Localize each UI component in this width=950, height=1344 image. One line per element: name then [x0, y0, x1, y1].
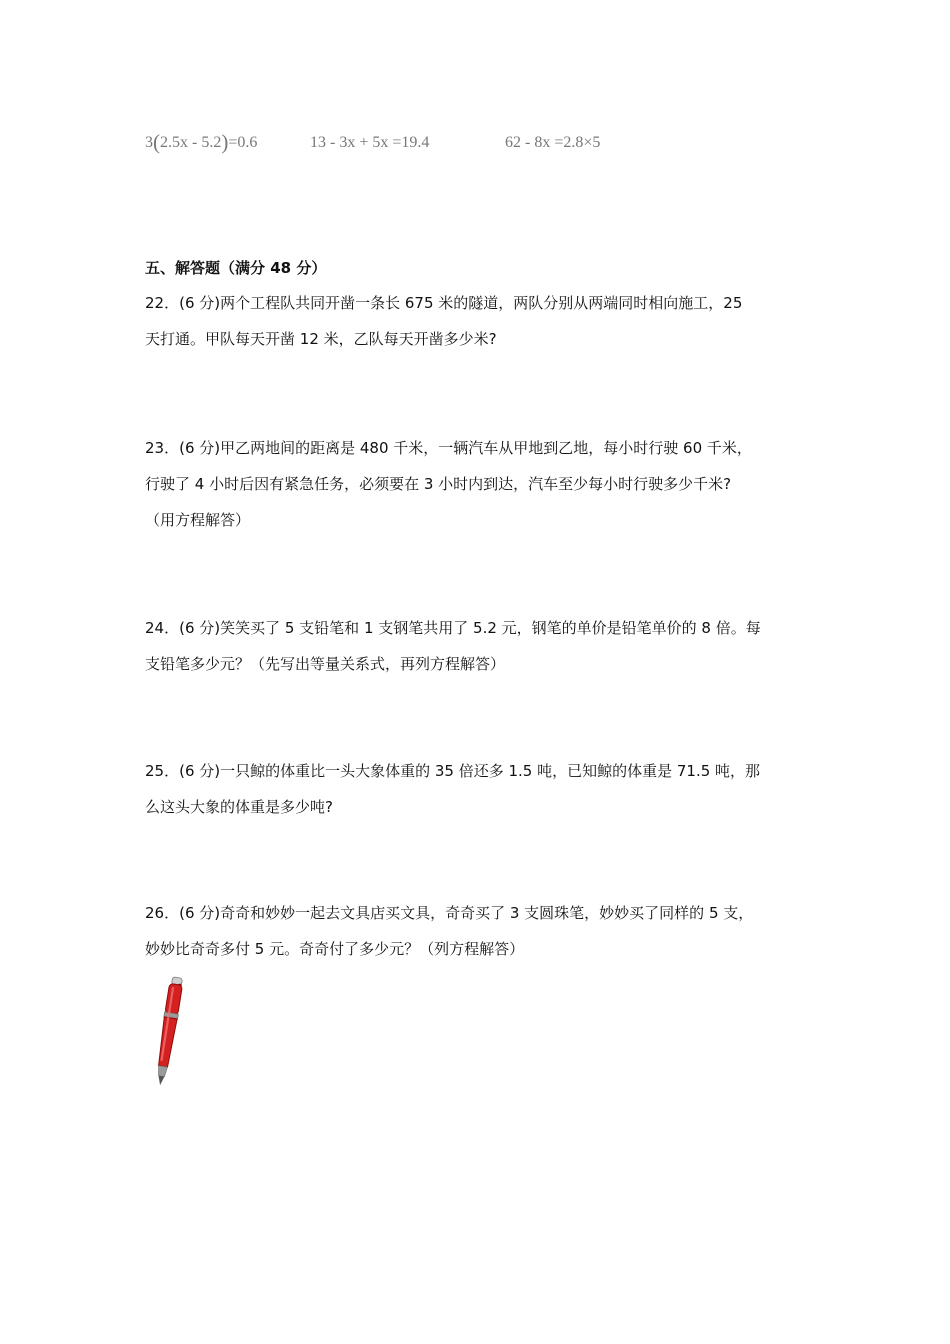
question-25-line-1: 25．(6 分)一只鲸的体重比一头大象体重的 35 倍还多 1.5 吨，已知鲸的体重是 71.5 吨，那	[145, 762, 761, 780]
equation-1-body: 2.5x - 5.2	[160, 134, 222, 151]
equation-1	[145, 128, 257, 153]
question-24-line-1: 24．(6 分)笑笑买了 5 支铅笔和 1 支钢笔共用了 5.2 元，钢笔的单价是铅笔单价的 8 倍。每	[145, 619, 761, 637]
question-26-line-1: 26．(6 分)奇奇和妙妙一起去文具店买文具，奇奇买了 3 支圆珠笔，妙妙买了同样的 5 支，	[145, 904, 754, 922]
question-23	[145, 430, 825, 538]
equation-1-coefficient: 3	[145, 134, 153, 151]
equation-1-close-paren: )	[221, 130, 229, 154]
equation-3: 62 - 8x =2.8×5	[505, 134, 601, 151]
question-25-line-2: 么这头大象的体重是多少吨?	[145, 798, 333, 816]
question-22	[145, 285, 825, 357]
equation-1-result: =0.6	[228, 134, 258, 151]
question-23-line-1: 23．(6 分)甲乙两地间的距离是 480 千米，一辆汽车从甲地到乙地，每小时行驶 60 千米，	[145, 439, 752, 457]
question-22-line-1: 22．(6 分)两个工程队共同开凿一条长 675 米的隧道，两队分别从两端同时相向施工，25	[145, 294, 743, 312]
ballpoint-pen-drawing	[150, 975, 190, 1090]
question-25	[145, 753, 825, 825]
question-26	[145, 895, 825, 967]
equation-1-open-paren: (	[153, 130, 160, 154]
question-24	[145, 610, 825, 682]
section-heading: 五、解答题（满分 48 分）	[145, 259, 327, 277]
question-23-line-2: 行驶了 4 小时后因有紧急任务，必须要在 3 小时内到达，汽车至少每小时行驶多少千米?	[145, 475, 732, 493]
equation-2: 13 - 3x + 5x =19.4	[310, 134, 430, 151]
question-24-line-2: 支铅笔多少元？（先写出等量关系式，再列方程解答）	[145, 655, 506, 673]
question-22-line-2: 天打通。甲队每天开凿 12 米，乙队每天开凿多少米?	[145, 330, 497, 348]
question-23-line-3: （用方程解答）	[145, 511, 251, 529]
ballpoint-pen-icon	[150, 975, 190, 1090]
question-26-line-2: 妙妙比奇奇多付 5 元。奇奇付了多少元？（列方程解答）	[145, 940, 525, 958]
